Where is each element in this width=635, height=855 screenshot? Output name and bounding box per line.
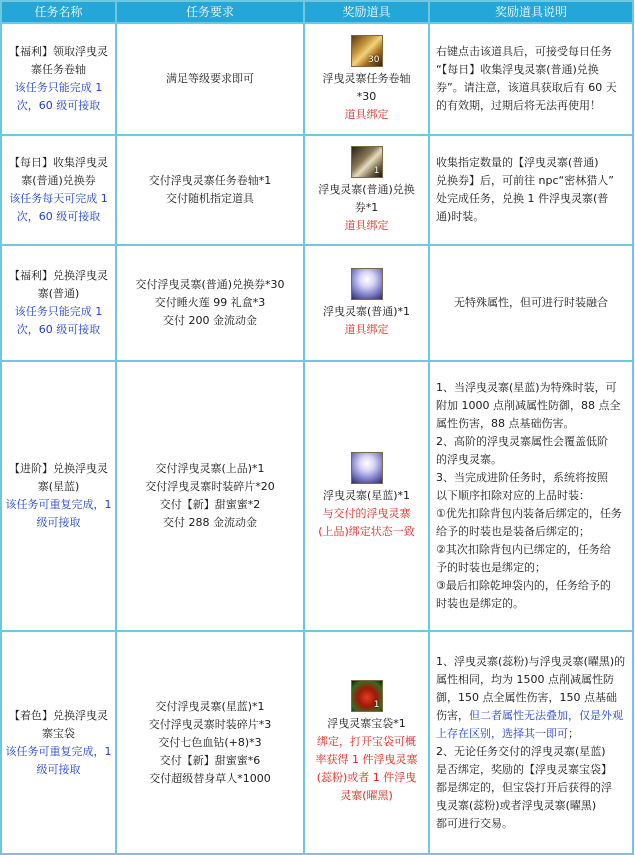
reward-description-cell <box>430 362 632 630</box>
reward-name: 浮曳灵寨任务卷轴 <box>322 71 411 85</box>
description-line: 1、当浮曳灵寨(星蓝)为特殊时装，可 <box>436 381 617 394</box>
task-note: 该任务可重复完成，1 <box>5 744 112 758</box>
description-line: 以下顺序扣除对应的上品时装： <box>436 489 590 502</box>
task-requirement-cell <box>117 632 303 853</box>
task-name-cell <box>2 632 115 853</box>
description-line: 给予的时装也是装备后绑定的； <box>436 525 590 538</box>
requirement-line: 交付七色血钻(+8)*3 <box>158 735 262 749</box>
task-name-cell <box>2 246 115 360</box>
description-line: 都是绑定的，但宝袋打开后获得的浮 <box>436 780 612 794</box>
requirement-line: 交付随机指定道具 <box>166 192 254 205</box>
requirement-line: 交付浮曳灵寨时装碎片*3 <box>148 717 272 731</box>
requirement-line: 交付 200 金流动金 <box>163 314 257 327</box>
reward-item-cell <box>305 246 428 360</box>
description-line: 的有效期，过期后将无法再使用！ <box>436 99 601 112</box>
requirement-line: 交付【新】甜蜜蜜*2 <box>159 498 261 511</box>
requirement-line: 交付【新】甜蜜蜜*6 <box>159 753 261 767</box>
description-line: 是否绑定，奖励的【浮曳灵寨宝袋】 <box>436 762 612 776</box>
reward-description-cell <box>430 632 632 853</box>
task-name: 寨宝袋 <box>42 726 75 740</box>
task-name-cell <box>2 136 115 244</box>
reward-count: 1 <box>373 165 380 176</box>
task-name: 【福利】兑换浮曳灵 <box>9 269 108 282</box>
requirement-line: 交付浮曳灵寨时装碎片*20 <box>145 480 275 493</box>
reward-name: 浮曳灵寨宝袋*1 <box>327 717 406 730</box>
description-paragraph <box>436 653 626 743</box>
description-line: 兑换券】后，可前往 npc“密林猎人” <box>436 174 614 187</box>
scroll-paper-icon[interactable] <box>351 146 383 178</box>
header-task-requirement: 任务要求 <box>117 2 303 22</box>
task-name: 寨(星蓝) <box>37 480 80 493</box>
task-name: 寨任务卷轴 <box>31 63 86 76</box>
reward-note: 道具绑定 <box>344 107 389 121</box>
description-line: ②其次扣除背包内已绑定的，任务给 <box>436 543 611 556</box>
task-note: 该任务只能完成 1 <box>14 305 103 318</box>
task-note: 级可接取 <box>36 762 81 776</box>
reward-note: 率获得 1 件浮曳灵寨 <box>315 753 418 766</box>
header-reward-description: 奖励道具说明 <box>430 2 632 22</box>
reward-item-cell <box>305 136 428 244</box>
reward-note: (蕊粉)或者 1 件浮曳 <box>316 771 417 784</box>
description-line: 的浮曳灵寨。 <box>436 453 502 466</box>
description-line: 券”。请注意，该道具获取后有 60 天 <box>436 81 617 94</box>
task-name: 【着色】兑换浮曳灵 <box>9 708 108 722</box>
description-line: 3、当完成进阶任务时，系统将按照 <box>436 471 608 484</box>
task-name: 寨(普通) <box>37 287 80 300</box>
task-name: 【每日】收集浮曳灵 <box>9 156 108 169</box>
costume-star-icon[interactable] <box>351 452 383 484</box>
task-name: 【进阶】兑换浮曳灵 <box>9 462 108 475</box>
description-line: ①优先扣除背包内装备后绑定的，任务 <box>436 507 622 520</box>
reward-note: 道具绑定 <box>344 218 389 232</box>
requirement-line: 交付浮曳灵寨(上品)*1 <box>155 462 265 475</box>
description-line: 予的时装也是绑定的； <box>436 561 546 574</box>
treasure-bag-icon[interactable] <box>351 680 383 712</box>
task-name-cell <box>2 362 115 630</box>
requirement-line: 满足等级要求即可 <box>166 72 254 85</box>
reward-description-cell <box>430 246 632 360</box>
requirement-line: 交付浮曳灵寨(星蓝)*1 <box>155 699 265 713</box>
reward-count: 30 <box>368 54 380 65</box>
task-note: 该任务可重复完成，1 <box>5 498 112 511</box>
costume-icon[interactable] <box>351 268 383 300</box>
reward-description-cell <box>430 136 632 244</box>
reward-name: *30 <box>356 89 377 103</box>
task-requirement-cell <box>117 136 303 244</box>
description-line: 收集指定数量的【浮曳灵寨(普通) <box>436 156 599 169</box>
task-requirement-cell <box>117 24 303 134</box>
task-requirement-cell <box>117 246 303 360</box>
description-line: 时装也是绑定的。 <box>436 597 524 610</box>
requirement-line: 交付 288 金流动金 <box>163 516 257 529</box>
task-note: 该任务只能完成 1 <box>14 81 103 94</box>
description-text: 1、浮曳灵寨(蕊粉)与浮曳灵寨(曜黑)的属性相同，均为 1500 点削减属性防御，150 点全属性伤害，150 点基础伤害， <box>436 654 626 722</box>
description-line: 右键点击该道具后，可接受每日任务 <box>436 45 612 58</box>
description-line: 通)时装。 <box>436 210 485 223</box>
description-line: 处完成任务，兑换 1 件浮曳灵寨(普 <box>436 192 609 205</box>
description-highlight: 但二者属性无法叠加，仅是外观上存在区别，选择其一即可 <box>436 708 623 740</box>
reward-item-cell <box>305 632 428 853</box>
requirement-line: 交付浮曳灵寨任务卷轴*1 <box>148 174 272 187</box>
description-line: ③最后扣除乾坤袋内的，任务给予的 <box>436 579 611 592</box>
reward-item-cell <box>305 362 428 630</box>
description-line: 曳灵寨(蕊粉)或者浮曳灵寨(曜黑) <box>436 798 597 812</box>
description-line: 2、高阶的浮曳灵寨属性会覆盖低阶 <box>436 435 608 448</box>
reward-count: 1 <box>373 700 380 710</box>
task-requirement-cell <box>117 362 303 630</box>
scroll-gold-icon[interactable] <box>351 35 383 67</box>
description-line: 附加 1000 点削减属性防御，88 点全 <box>436 399 621 412</box>
reward-note: 与交付的浮曳灵寨 <box>322 506 411 520</box>
description-text: ； <box>568 726 579 740</box>
reward-name: 浮曳灵寨(普通)兑换 <box>318 182 415 196</box>
task-note: 次，60 级可接取 <box>16 99 101 112</box>
task-name-cell <box>2 24 115 134</box>
description-line: “【每日】收集浮曳灵寨(普通)兑换 <box>436 63 599 76</box>
reward-item-cell <box>305 24 428 134</box>
task-note: 级可接取 <box>36 516 81 529</box>
reward-note: 灵寨(曜黑) <box>340 789 393 802</box>
header-task-name: 任务名称 <box>2 2 115 22</box>
requirement-line: 交付睡火莲 99 礼盒*3 <box>154 296 266 309</box>
description-line: 2、无论任务交付的浮曳灵寨(星蓝) <box>436 744 606 758</box>
reward-note: (上品)绑定状态一致 <box>318 524 415 538</box>
task-note: 该任务每天可完成 1 <box>9 192 108 205</box>
requirement-line: 交付超级替身草人*1000 <box>149 771 271 785</box>
reward-description-cell <box>430 24 632 134</box>
task-note: 次，60 级可接取 <box>16 210 101 223</box>
task-name: 寨(普通)兑换券 <box>21 174 96 187</box>
description-line: 都可进行交易。 <box>436 816 513 830</box>
reward-name: 浮曳灵寨(普通)*1 <box>322 304 411 318</box>
requirement-line: 交付浮曳灵寨(普通)兑换券*30 <box>135 278 285 291</box>
description-line: 属性伤害，88 点基础伤害。 <box>436 417 575 430</box>
description-line: 无特殊属性，但可进行时装融合 <box>454 296 608 309</box>
header-reward-item: 奖励道具 <box>305 2 428 22</box>
reward-name: 券*1 <box>354 200 379 214</box>
task-name: 【福利】领取浮曳灵 <box>9 45 108 58</box>
reward-note: 绑定，打开宝袋可概 <box>317 735 416 748</box>
task-note: 次，60 级可接取 <box>16 323 101 336</box>
reward-note: 道具绑定 <box>344 322 389 336</box>
reward-name: 浮曳灵寨(星蓝)*1 <box>322 488 411 502</box>
